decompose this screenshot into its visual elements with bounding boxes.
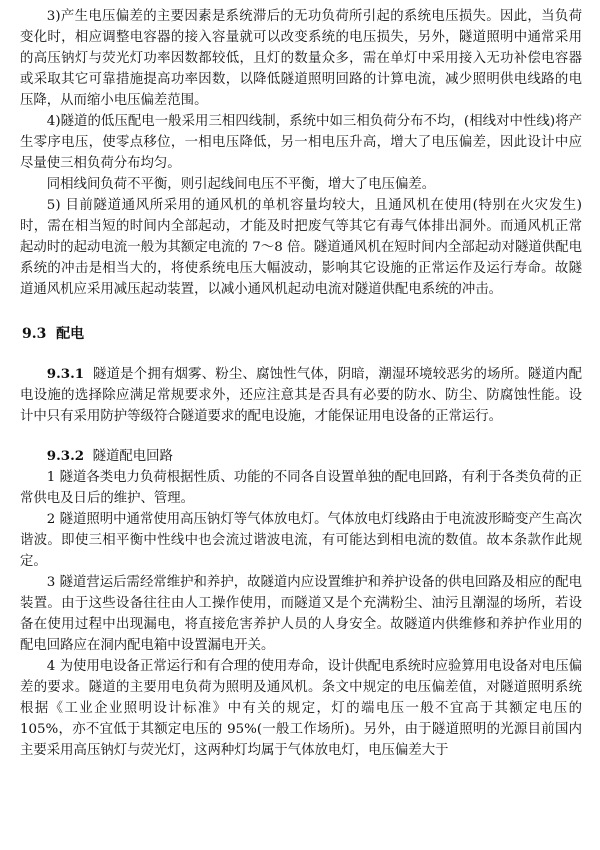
clause-item-2: 2 隧道照明中通常使用高压钠灯等气体放电灯。气体放电灯线路由于电流波形畸变产生高次谐波。即使三相平衡中性线中也会流过谐波电流，有可能达到相电流的数值。故本条款作此规定。 xyxy=(20,512,582,569)
clause-number: 9.3.2 xyxy=(46,448,85,464)
clause-item-3: 3 隧道营运后需经常维护和养护，故隧道内应设置维护和养护设备的供电回路及相应的配电装置。由于这些设备往往由人工操作使用，而隧道又是个充满粉尘、油污且潮湿的场所，若设备在使用过程中出现漏电，将直接危害养护人员的人身安全。故隧道内供维修和养护作业用的配电回路应在洞内配电箱中设置漏电开关。 xyxy=(20,575,582,653)
clause-9-3-1 xyxy=(20,364,582,427)
paragraph-line-imbalance: 同相线间负荷不平衡，则引起线间电压不平衡，增大了电压偏差。 xyxy=(46,177,436,192)
clause-item-4: 4 为使用电设备正常运行和有合理的使用寿命，设计供配电系统时应验算用电设备对电压偏差的要求。隧道的主要用电负荷为照明及通风机。条文中规定的电压偏差值，对隧道照明系统根据《工业企业照明设计标准》中有关的规定，灯的端电压一般不宜高于其额定电压的 105%，亦不宜低于其额定电压的 95%(一般工作场所)。另外，由于隧道照明的光源目前国内主要采用高压钠灯与荧光灯，这两种灯均属于气体放电灯，电压偏差大于 xyxy=(20,659,582,758)
section-title: 配电 xyxy=(56,326,85,342)
paragraph-item-4: 4)隧道的低压配电一般采用三相四线制，系统中如三相负荷分布不均，(相线对中性线)将产生零序电压，使零点移位，一相电压降低，另一相电压升高，增大了电压偏差，因此设计中应尽量使三相负荷分布均匀。 xyxy=(20,114,582,171)
paragraph-item-3: 3)产生电压偏差的主要因素是系统滞后的无功负荷所引起的系统电压损失。因此，当负荷变化时，相应调整电容器的接入容量就可以改变系统的电压损失，另外，隧道照明中通常采用的高压钠灯与荧光灯功率因数都较低，且灯的数量众多，需在单灯中采用接入无功补偿电容器或采取其它可靠措施提高功率因数，以降低隧道照明回路的计算电流，减少照明供电线路的电压降，从而缩小电压偏差范围。 xyxy=(20,9,582,108)
clause-number: 9.3.1 xyxy=(46,366,85,382)
clause-9-3-2-heading xyxy=(20,446,582,467)
clause-text: 隧道是个拥有烟雾、粉尘、腐蚀性气体，阴暗，潮湿环境较恶劣的场所。隧道内配电设施的选择除应满足常规要求外，还应注意其是否具有必要的防水、防尘、防腐蚀性能。设计中只有采用防护等级符合隧道要求的配电设施，才能保证用电设备的正常运行。 xyxy=(20,367,583,424)
spacer xyxy=(20,427,582,446)
spacer xyxy=(20,300,582,324)
section-number: 9.3 xyxy=(22,326,47,342)
clause-item-1: 1 隧道各类电力负荷根据性质、功能的不同各自设置单独的配电回路，有利于各类负荷的正常供电及日后的维护、管理。 xyxy=(20,470,582,506)
spacer xyxy=(20,345,582,364)
clause-title: 隧道配电回路 xyxy=(92,449,173,464)
paragraph-item-5: 5) 目前隧道通风所采用的通风机的单机容量均较大，且通风机在使用(特别在火灾发生)时，需在相当短的时间内全部起动，才能及时把废气等其它有毒气体排出洞外。而通风机正常起动时的起动电流一般为其额定电流的 7～8 倍。隧道通风机在短时间内全部起动对隧道供配电系统的冲击是相当大的，将使系统电压大幅波动，影响其它设施的正常运作及运行寿命。故隧道通风机应采用减压起动装置，以减小通风机起动电流对隧道供配电系统的冲击。 xyxy=(20,198,582,297)
section-heading xyxy=(22,324,582,345)
